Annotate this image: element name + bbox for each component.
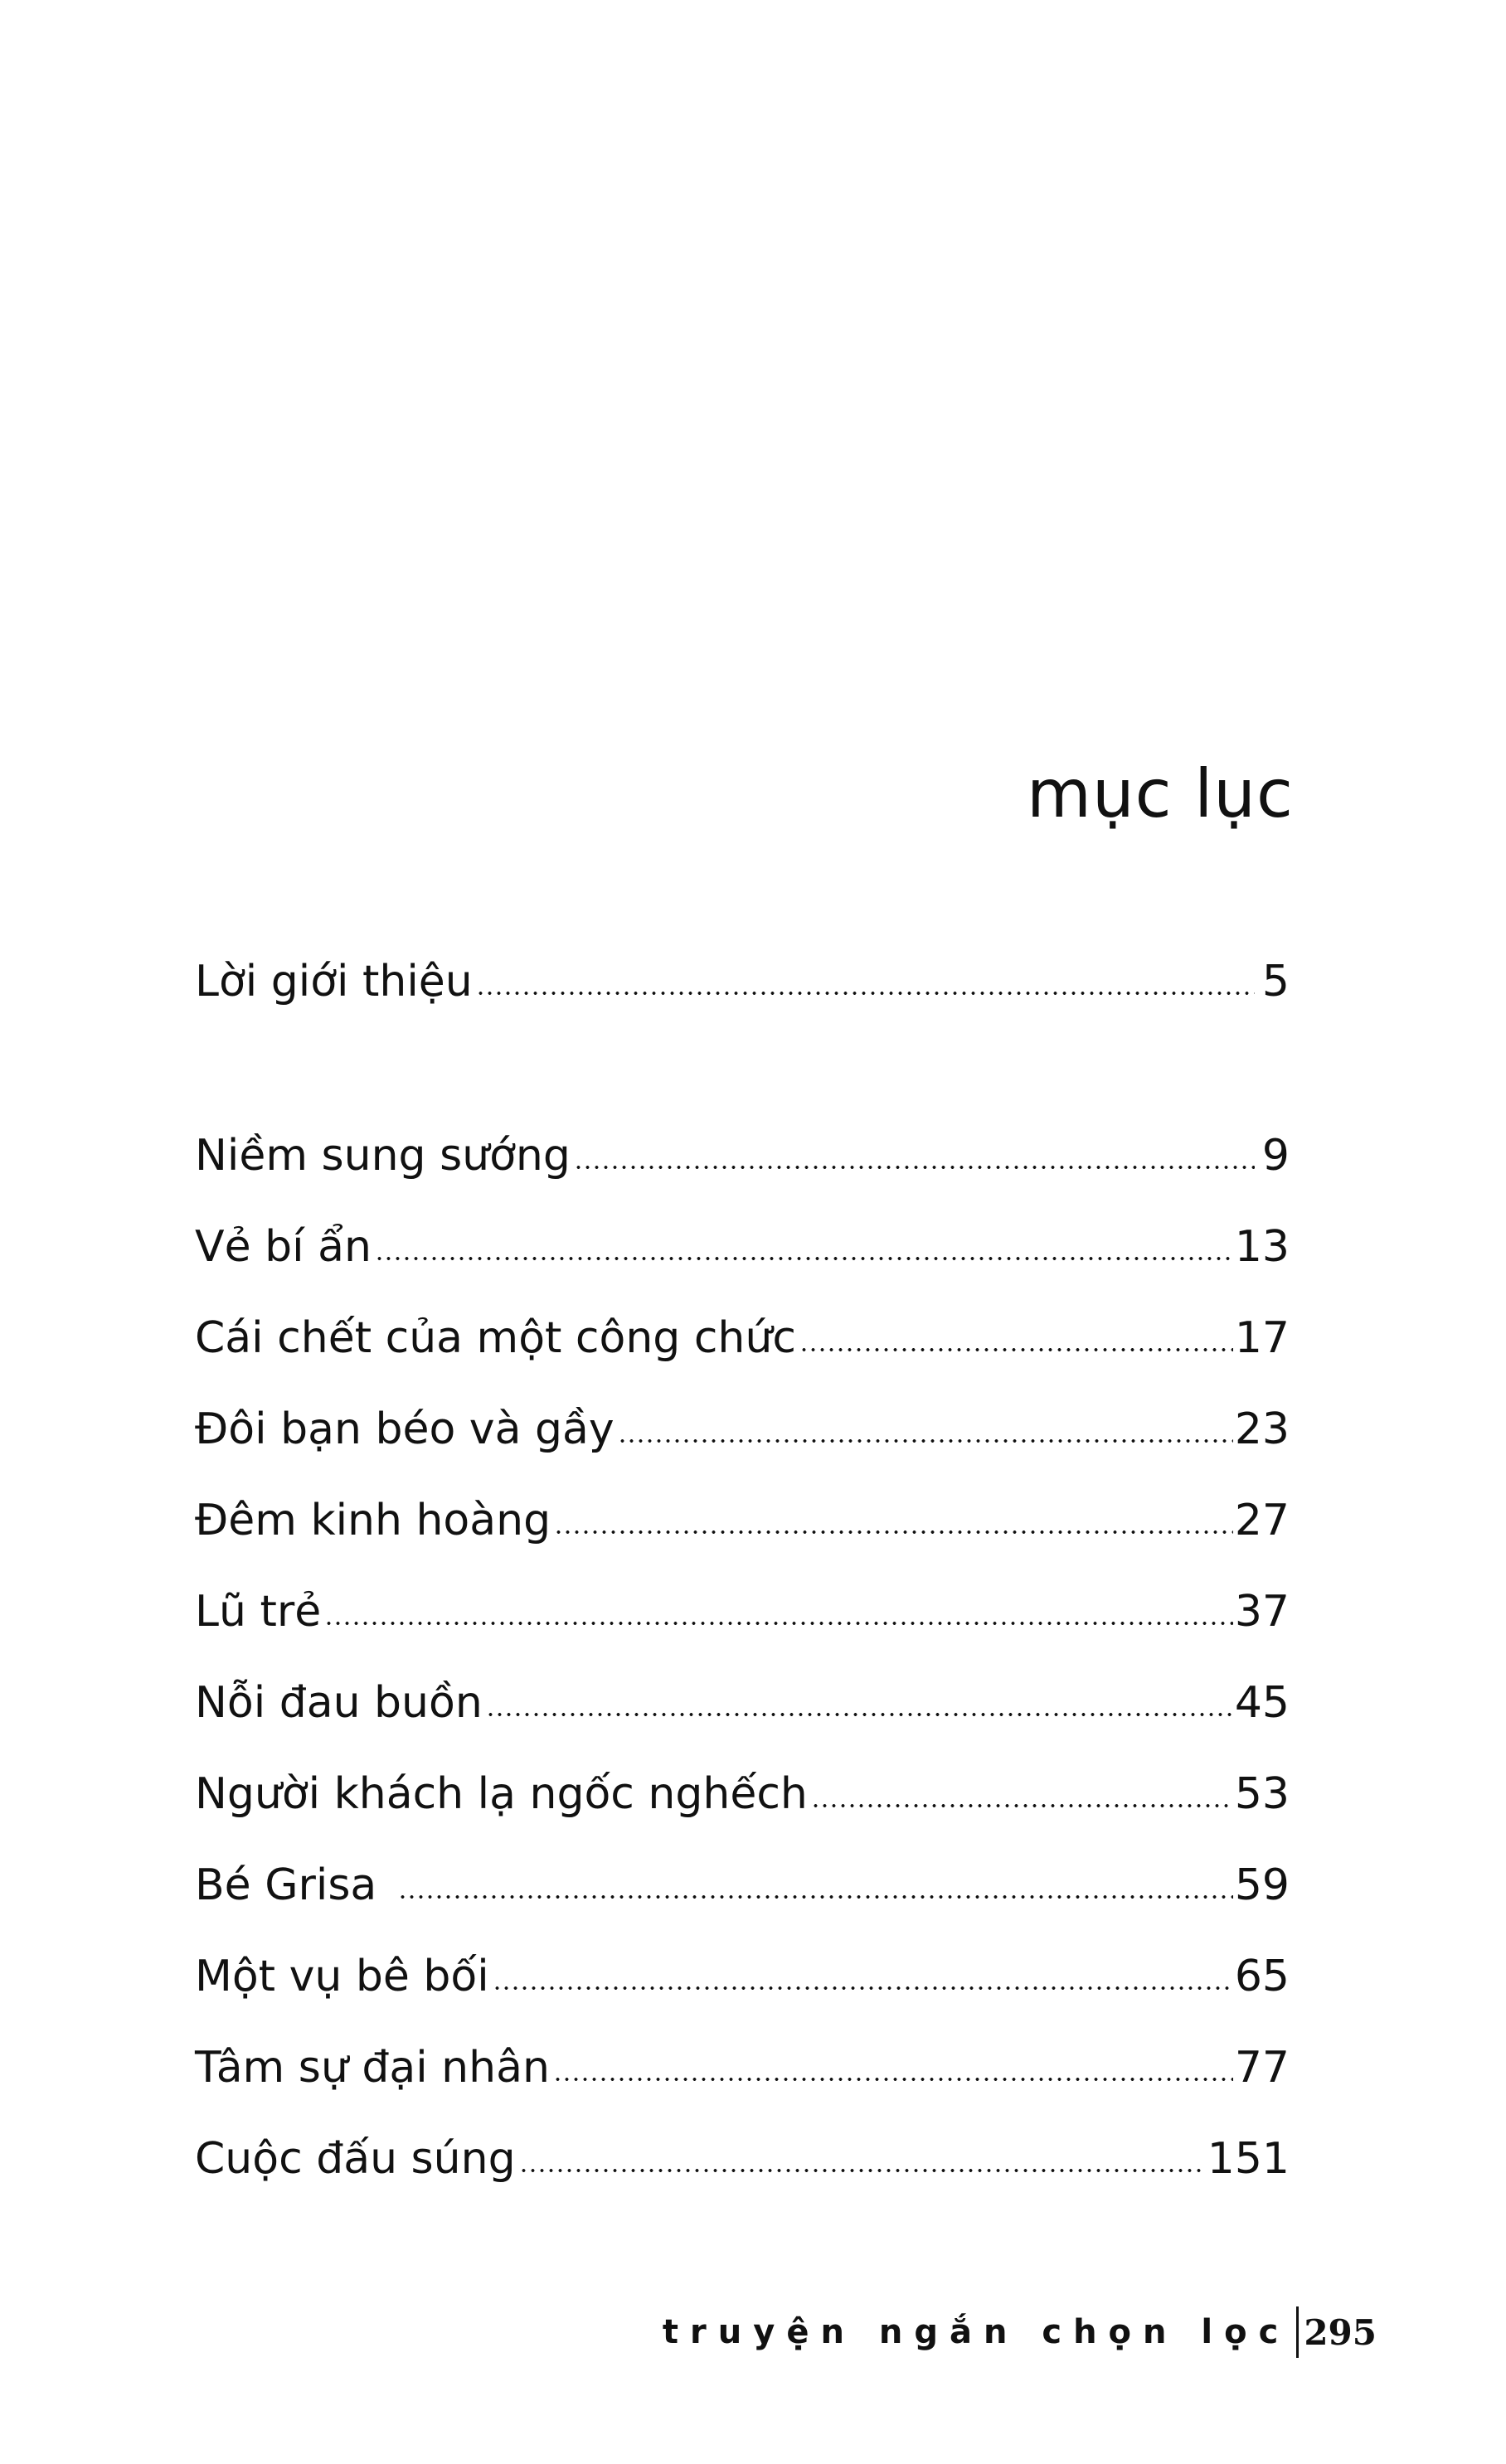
toc-entry (195, 2122, 1290, 2184)
toc-dot-leader (799, 1348, 1233, 1351)
running-footer-title: truyện ngắn chọn lọc (662, 2313, 1290, 2351)
toc-entry-label: Cuộc đấu súng (195, 2134, 516, 2184)
toc-entry-page: 77 (1234, 2043, 1290, 2093)
toc-entry-page: 13 (1234, 1222, 1290, 1272)
toc-entry (195, 1849, 1290, 1910)
toc-entry (195, 2031, 1290, 2093)
toc-dot-leader (493, 1986, 1233, 1990)
toc-entry-label: Đôi bạn béo và gầy (195, 1404, 615, 1454)
toc-dot-leader (476, 992, 1255, 995)
toc-entry-label: Tâm sự đại nhân (195, 2043, 550, 2093)
page-title: mục lục (1027, 755, 1294, 832)
toc-entry-label: Một vụ bê bối (195, 1952, 489, 2001)
toc-entry-label: Lũ trẻ (195, 1587, 322, 1637)
toc-entry-label: Vẻ bí ẩn (195, 1222, 372, 1272)
toc-entry-page: 27 (1234, 1496, 1290, 1545)
page-footer (0, 2303, 1377, 2361)
page-number: 295 (1304, 2311, 1377, 2353)
toc-entry-page: 45 (1234, 1678, 1290, 1728)
toc-entry (195, 1302, 1290, 1363)
toc-dot-leader (618, 1439, 1233, 1443)
toc-entry-page: 65 (1234, 1952, 1290, 2001)
toc-entry-page: 9 (1261, 1131, 1290, 1181)
toc-entry (195, 1393, 1290, 1454)
footer-divider (1296, 2306, 1299, 2358)
toc-entry-page: 59 (1234, 1860, 1290, 1910)
toc-entry-label: Niềm sung sướng (195, 1131, 571, 1181)
toc-entry (195, 1484, 1290, 1545)
toc-entry-label: Lời giới thiệu (195, 957, 473, 1006)
toc-entry (195, 1940, 1290, 2001)
toc-dot-leader (574, 1166, 1255, 1169)
toc-entry-page: 151 (1207, 2134, 1290, 2184)
toc-dot-leader (553, 2078, 1233, 2081)
toc-dot-leader (519, 2169, 1206, 2172)
toc-dot-leader (486, 1713, 1233, 1716)
toc-entry-label: Đêm kinh hoàng (195, 1496, 551, 1545)
toc-entry (195, 1210, 1290, 1272)
toc-entry (195, 1575, 1290, 1637)
toc-entry (195, 1666, 1290, 1728)
toc-dot-leader (324, 1622, 1233, 1625)
toc-entry (195, 1758, 1290, 1819)
toc-dot-leader (375, 1257, 1233, 1260)
toc-dot-leader (811, 1804, 1233, 1807)
toc-entry-label: Bé Grisa (195, 1860, 377, 1910)
toc-entry-page: 53 (1234, 1769, 1290, 1819)
toc-entry-label: Người khách lạ ngốc nghếch (195, 1769, 808, 1819)
toc-entry-page: 17 (1234, 1313, 1290, 1363)
toc-dot-leader (398, 1895, 1233, 1899)
toc-entry-introduction (195, 945, 1290, 1006)
toc-entry-page: 23 (1234, 1404, 1290, 1454)
toc-dot-leader (554, 1530, 1233, 1534)
toc-entry-label: Nỗi đau buồn (195, 1678, 483, 1728)
toc-entry-page: 37 (1234, 1587, 1290, 1637)
toc-entry-page: 5 (1261, 957, 1290, 1006)
toc-entry-label: Cái chết của một công chức (195, 1313, 796, 1363)
toc-entry (195, 1119, 1290, 1181)
